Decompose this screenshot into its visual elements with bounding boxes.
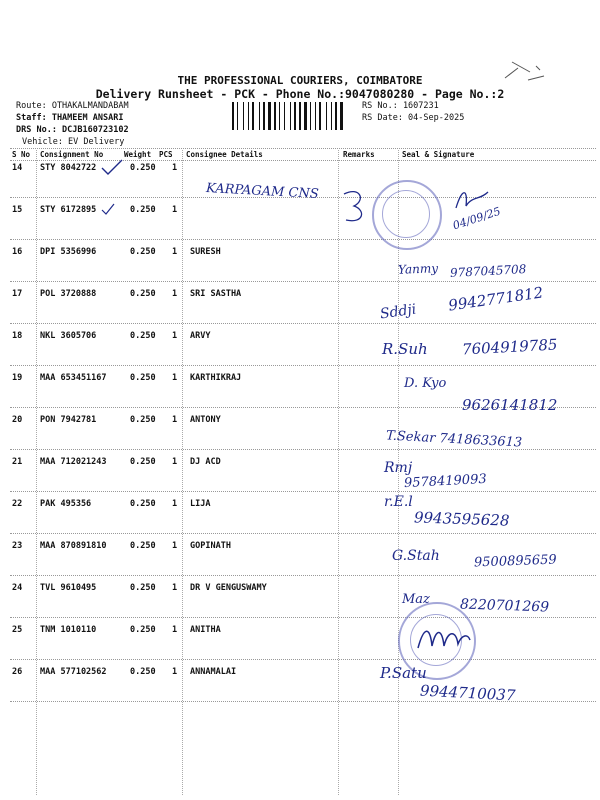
drs-label: DRS No.: DCJB160723102 xyxy=(16,125,129,135)
table-row xyxy=(10,499,350,513)
row-sno: 25 xyxy=(12,625,23,635)
table-row xyxy=(10,163,350,177)
row-consignment-no: PAK 495356 xyxy=(40,499,92,509)
row-sno: 19 xyxy=(12,373,23,383)
col-weight: Weight xyxy=(124,150,152,159)
table-row xyxy=(10,625,350,639)
barcode xyxy=(232,102,358,130)
signature-mark-icon xyxy=(452,186,492,216)
row-consignee: LIJA xyxy=(190,499,211,509)
row-sno: 24 xyxy=(12,583,23,593)
signature-23: G.Stah xyxy=(392,548,440,564)
signature-21: Rmj xyxy=(384,460,413,476)
row-weight: 0.250 xyxy=(130,331,156,341)
table-row xyxy=(10,541,350,555)
row-consignment-no: TVL 9610495 xyxy=(40,583,97,593)
row-consignment-no: MAA 653451167 xyxy=(40,373,107,383)
row-weight: 0.250 xyxy=(130,541,156,551)
row-consignee: ANTONY xyxy=(190,415,221,425)
row-consignee: ANITHA xyxy=(190,625,221,635)
handwritten-phone-19: 9626141812 xyxy=(462,396,558,414)
row-consignment-no: STY 6172895 xyxy=(40,205,97,215)
row-consignee: ANNAMALAI xyxy=(190,667,237,677)
row-separator xyxy=(10,323,596,324)
signature-19: D. Kyo xyxy=(404,376,447,391)
row-sno: 26 xyxy=(12,667,23,677)
row-pcs: 1 xyxy=(172,331,178,341)
row-pcs: 1 xyxy=(172,205,178,215)
signature-22: r.E.l xyxy=(384,494,413,510)
row-pcs: 1 xyxy=(172,625,178,635)
pen-mark-icon xyxy=(500,58,550,88)
col-sno: S No xyxy=(12,150,31,159)
table-row xyxy=(10,457,350,471)
signature-16: Yanmy xyxy=(397,261,439,277)
signature-mark-icon xyxy=(414,620,474,660)
row-weight: 0.250 xyxy=(130,247,156,257)
row-weight: 0.250 xyxy=(130,667,156,677)
row-weight: 0.250 xyxy=(130,457,156,467)
row-consignee: SURESH xyxy=(190,247,221,257)
col-consignee: Consignee Details xyxy=(186,150,263,159)
row-consignment-no: STY 8042722 xyxy=(40,163,97,173)
row-sno: 22 xyxy=(12,499,23,509)
handwritten-phone-18: 7604919785 xyxy=(461,335,558,359)
handwritten-phone-24: 8220701269 xyxy=(459,596,550,616)
row-separator xyxy=(10,617,596,618)
row-consignee: ARVY xyxy=(190,331,211,341)
col-seal-signature: Seal & Signature xyxy=(402,150,475,159)
row-consignee: GOPINATH xyxy=(190,541,231,551)
row-sno: 14 xyxy=(12,163,23,173)
row-consignee: KARTHIKRAJ xyxy=(190,373,242,383)
staff-label: Staff: THAMEEM ANSARI xyxy=(16,113,124,123)
row-weight: 0.250 xyxy=(130,373,156,383)
row-weight: 0.250 xyxy=(130,205,156,215)
row-sno: 23 xyxy=(12,541,23,551)
row-pcs: 1 xyxy=(172,583,178,593)
row-pcs: 1 xyxy=(172,667,178,677)
row-sno: 15 xyxy=(12,205,23,215)
rs-number: RS No.: 1607231 xyxy=(362,101,439,111)
runsheet-subtitle: Delivery Runsheet - PCK - Phone No.:9047080280 - Page No.:2 xyxy=(95,87,505,101)
row-sno: 17 xyxy=(12,289,23,299)
row-weight: 0.250 xyxy=(130,289,156,299)
signature-24: Maz xyxy=(402,592,430,607)
handwritten-note-15: KARPAGAM CNS xyxy=(205,181,320,202)
table-row xyxy=(10,667,350,681)
row-consignee: SRI SASTHA xyxy=(190,289,242,299)
signature-mark-icon xyxy=(340,186,370,226)
row-separator xyxy=(10,659,596,660)
rs-date: RS Date: 04-Sep-2025 xyxy=(362,113,465,123)
row-weight: 0.250 xyxy=(130,499,156,509)
row-pcs: 1 xyxy=(172,289,178,299)
handwritten-phone-26: 9944710037 xyxy=(419,681,516,705)
row-consignee: DJ ACD xyxy=(190,457,221,467)
handwritten-date-15: 04/09/25 xyxy=(451,204,503,233)
row-separator xyxy=(10,365,596,366)
row-consignment-no: MAA 870891810 xyxy=(40,541,107,551)
row-weight: 0.250 xyxy=(130,415,156,425)
handwritten-phone-22: 9943595628 xyxy=(413,508,510,530)
row-sno: 20 xyxy=(12,415,23,425)
row-pcs: 1 xyxy=(172,541,178,551)
row-consignment-no: POL 3720888 xyxy=(40,289,97,299)
handwritten-phone-16: 9787045708 xyxy=(449,262,527,280)
row-weight: 0.250 xyxy=(130,583,156,593)
row-sno: 18 xyxy=(12,331,23,341)
row-consignment-no: MAA 577102562 xyxy=(40,667,107,677)
signature-17: Sddji xyxy=(379,301,418,323)
row-consignment-no: MAA 712021243 xyxy=(40,457,107,467)
row-consignment-no: NKL 3605706 xyxy=(40,331,97,341)
tick-marks-icon xyxy=(100,158,130,218)
handwritten-phone-20: T.Sekar 7418633613 xyxy=(385,428,523,451)
row-consignment-no: PON 7942781 xyxy=(40,415,97,425)
row-sno: 21 xyxy=(12,457,23,467)
row-pcs: 1 xyxy=(172,373,178,383)
company-title: THE PROFESSIONAL COURIERS, COIMBATORE xyxy=(177,74,423,87)
row-weight: 0.250 xyxy=(130,625,156,635)
row-separator xyxy=(10,491,596,492)
table-row xyxy=(10,415,350,429)
row-separator xyxy=(10,281,596,282)
row-separator xyxy=(10,533,596,534)
table-top-border xyxy=(10,148,596,149)
table-row xyxy=(10,247,350,261)
handwritten-phone-23: 9500895659 xyxy=(473,552,557,571)
table-row xyxy=(10,205,350,219)
col-consignment: Consignment No xyxy=(40,150,104,159)
table-header-border xyxy=(10,160,596,161)
col-pcs: PCS xyxy=(159,150,173,159)
row-consignee: DR V GENGUSWAMY xyxy=(190,583,267,593)
row-separator xyxy=(10,575,596,576)
row-consignment-no: DPI 5356996 xyxy=(40,247,97,257)
row-weight: 0.250 xyxy=(130,163,156,173)
row-sno: 16 xyxy=(12,247,23,257)
table-row xyxy=(10,289,350,303)
col-remarks: Remarks xyxy=(343,150,375,159)
row-pcs: 1 xyxy=(172,163,178,173)
row-pcs: 1 xyxy=(172,247,178,257)
table-row xyxy=(10,583,350,597)
row-separator xyxy=(10,239,596,240)
handwritten-phone-17: 9942771812 xyxy=(447,283,545,315)
signature-18: R.Suh xyxy=(382,340,428,358)
route-label: Route: OTHAKALMANDABAM xyxy=(16,101,129,111)
row-pcs: 1 xyxy=(172,499,178,509)
courier-stamp-inner-icon xyxy=(382,190,430,238)
table-row xyxy=(10,331,350,345)
vehicle-label: Vehicle: EV Delivery xyxy=(22,137,125,147)
signature-26: P.Satu xyxy=(380,664,427,682)
row-consignment-no: TNM 1010110 xyxy=(40,625,97,635)
table-row xyxy=(10,373,350,387)
row-pcs: 1 xyxy=(172,415,178,425)
handwritten-phone-21: 9578419093 xyxy=(403,471,488,492)
row-pcs: 1 xyxy=(172,457,178,467)
